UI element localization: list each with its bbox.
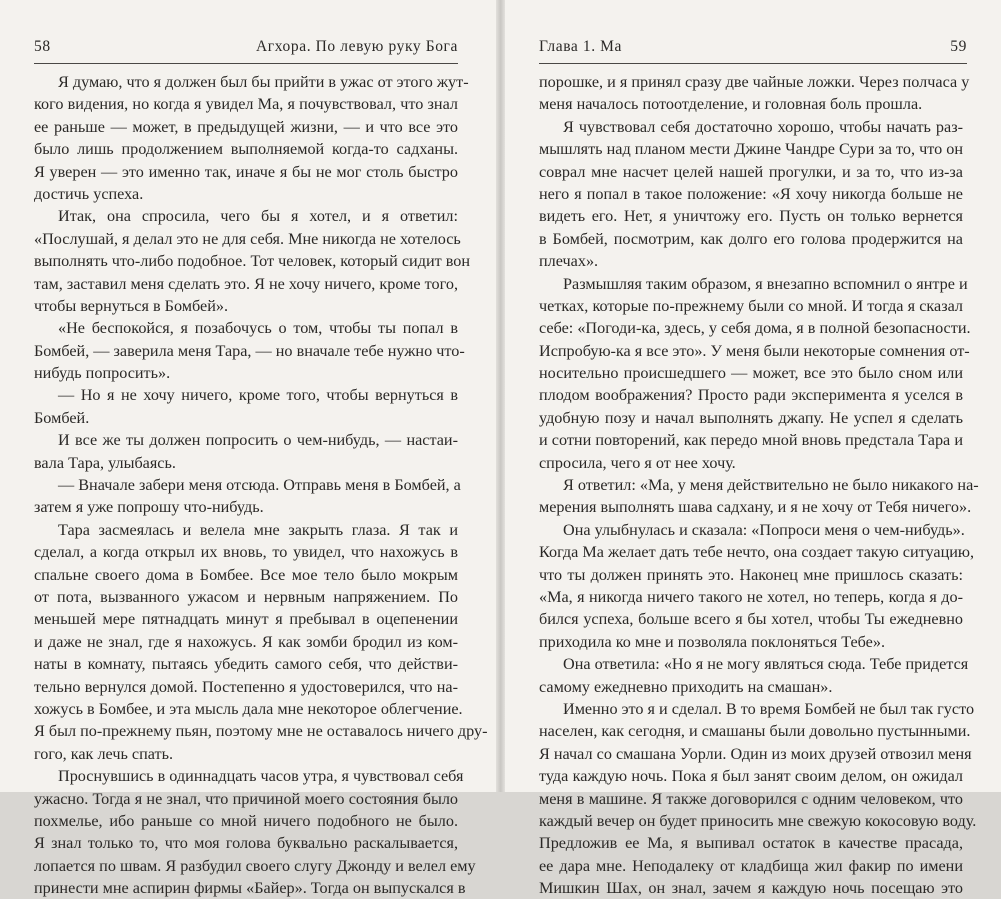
text-line: четках, которые по-прежнему были со мной. И тогда я сказал [539,296,963,315]
text-line: что ты должен принять это. Наконец мне пришлось сказать: [539,565,963,584]
text-line: чтобы вернуться в Бомбей». [34,296,228,315]
text-line: достичь успеха. [34,184,144,203]
text-line: Когда Ма желает дать тебе нечто, она создает такую ситуацию, [539,543,975,562]
text-line: себе: «Погоди-ка, здесь, у себя дома, я в полной безопасности. [539,319,971,338]
page-body [539,71,979,899]
text-line: Она улыбнулась и сказала: «Попроси меня о чем-нибудь». [563,520,965,539]
text-line: было лишь продолжением выполняемой когда-то садханы. [34,140,458,159]
text-line: мерения выполнять шава садхану, и я не хочу от Тебя ничего». [539,498,972,517]
text-line: Бомбей, — заверила меня Тара, — но вначале тебе нужно что- [34,341,465,360]
running-head: Глава 1. Ма [539,38,623,55]
text-line: приходила ко мне и позволяла поклоняться Тебе». [539,632,885,651]
text-line: и сотни повторений, как передо мной вновь предстала Тара и [539,431,963,450]
text-line: видеть его. Нет, я уничтожу его. Пусть он только вернется [539,207,963,226]
text-line: гого, как лечь спать. [34,744,174,763]
page-number: 59 [950,38,967,55]
text-line: наты в комнату, пытаясь убедить самого себя, что действи- [34,655,458,674]
text-line: спросила, чего я от нее хочу. [539,453,736,472]
page-body [34,71,488,899]
text-line: похмелье, ибо раньше со мной ничего подобного не было. [34,811,458,830]
text-line: Именно это я и сделал. В то время Бомбей не был так густо [563,699,975,718]
text-line: — Но я не хочу ничего, кроме того, чтобы вернуться в [58,386,458,405]
text-line: нибудь попросить». [34,364,171,383]
header-rule [539,63,967,64]
left-page [0,0,496,898]
text-line: Бомбей. [34,408,90,427]
text-line: ее дара мне. Неподалеку от кладбища жил факир по имени [539,856,963,875]
text-line: населен, как сегодня, и смашаны были довольно пустынными. [539,722,971,741]
text-line: сделал, а когда открыл их вновь, то увидел, что нахожусь в [34,543,458,562]
text-line: Она ответила: «Но я не могу являться сюда. Тебе придется [563,655,969,674]
text-line: принести мне аспирин фирмы «Байер». Тогда он выпускался в [34,879,466,898]
text-line: лопается по швам. Я разбудил своего слугу Джонду и велел ему [34,856,476,875]
right-page [505,0,1001,898]
text-line: меня началось потоотделение, и головная боль прошла. [539,95,923,114]
text-line: плодом воображения? Просто ради эксперимента я уселся в [539,386,963,405]
text-line: туда каждую ночь. Пока я был занят своим делом, он ожидал [539,767,963,786]
text-line: — Вначале забери меня отсюда. Отправь меня в Бомбей, а [58,476,461,495]
text-line: меньшей мере пятнадцать минут я пребывал в оцепенении [34,610,458,629]
running-head: Агхора. По левую руку Бога [256,38,458,55]
text-line: Итак, она спросила, чего бы я хотел, и я ответил: [58,207,458,226]
text-line: мышлять над планом мести Джине Чандре Сури за то, что он [539,140,963,159]
text-line: «Не беспокойся, я позабочусь о том, чтобы ты попал в [58,319,458,338]
text-line: Размышляя таким образом, я внезапно вспомнил о янтре и [563,274,968,293]
text-line: меня в машине. Я также договорился с одним человеком, что [539,789,963,808]
text-line: от пота, вызванного ужасом и нервным напряжением. По [34,587,458,606]
text-line: И все же ты должен попросить о чем-нибудь, — настаи- [58,431,458,450]
text-line: плечах». [539,252,599,271]
text-line: порошке, и я принял сразу две чайные ложки. Через полчаса у [539,73,970,91]
text-line: спальне своего дома в Бомбее. Все мое тело было мокрым [34,565,458,584]
text-line: выполнять что-либо подобное. Тот человек, который сидит вон [34,252,471,271]
text-line: соврал мне насчет целей нашей прогулки, и за то, что из-за [539,162,963,181]
header-rule [34,63,458,64]
text-line: в Бомбей, посмотрим, как долго его голова продержится на [539,229,963,248]
page-number: 58 [34,38,51,55]
text-line: Предложив ее Ма, я выпивал остаток в качестве прасада, [539,834,963,853]
text-line: Тара засмеялась и велела мне закрыть глаза. Я так и [58,520,458,539]
text-line: кого видения, но когда я увидел Ма, я почувствовал, что знал [34,95,458,114]
text-line: там, заставил меня сделать это. Я не хочу ничего, кроме того, [34,274,458,293]
text-line: тельно вернулся домой. Постепенно я удостоверился, что на- [34,677,458,696]
text-line: ужасно. Тогда я не знал, что причиной моего состояния было [34,789,458,808]
text-line: него я попал в такое положение: «Я хочу никогда больше не [539,184,963,203]
text-line: затем я уже попрошу что-нибудь. [34,498,264,517]
text-line: Мишкин Шах, он знал, зачем я каждую ночь посещаю это [539,879,963,898]
text-line: «Ма, я никогда ничего такого не хотел, но теперь, когда я до- [539,587,963,606]
text-line: Проснувшись в одиннадцать часов утра, я чувствовал себя [58,767,464,786]
text-line: Я был по-прежнему пьян, поэтому мне не оставалось ничего дру- [34,722,488,741]
book-gutter [496,0,505,792]
text-line: «Послушай, я делал это не для себя. Мне никогда не хотелось [34,229,461,248]
text-line: Я начал со смашана Уорли. Один из моих друзей отвозил меня [539,744,972,763]
text-line: Я чувствовал себя достаточно хорошо, чтобы начать раз- [563,117,963,136]
text-line: Я ответил: «Ма, у меня действительно не было никакого на- [563,476,979,495]
text-line: ее раньше — может, в предыдущей жизни, — и что все это [34,117,458,136]
text-line: вала Тара, улыбаясь. [34,453,176,472]
text-line: и даже не знал, где я нахожусь. Я как зомби бродил из ком- [34,632,458,651]
text-line: Я знал только то, что моя голова буквально раскалывается, [34,834,458,853]
text-line: Я уверен — это именно так, иначе я бы не мог столь быстро [34,162,458,181]
text-line: самому ежедневно приходить на смашан». [539,677,833,696]
text-line: Я думаю, что я должен был бы прийти в ужас от этого жут- [58,73,469,91]
text-line: бился успеха, больше всего я бы хотел, чтобы Ты ежедневно [539,610,963,629]
text-line: удобную позу и начал выполнять джапу. Не успел я сделать [539,408,963,427]
text-line: хожусь в Бомбее, и эта мысль дала мне некоторое облегчение. [34,699,463,718]
text-line: каждый вечер он будет приносить мне свежую кокосовую воду. [539,811,977,830]
text-line: носительно происшедшего — может, все это было сном или [539,364,963,383]
text-line: Испробую-ка я все это». У меня были некоторые сомнения от- [539,341,970,360]
